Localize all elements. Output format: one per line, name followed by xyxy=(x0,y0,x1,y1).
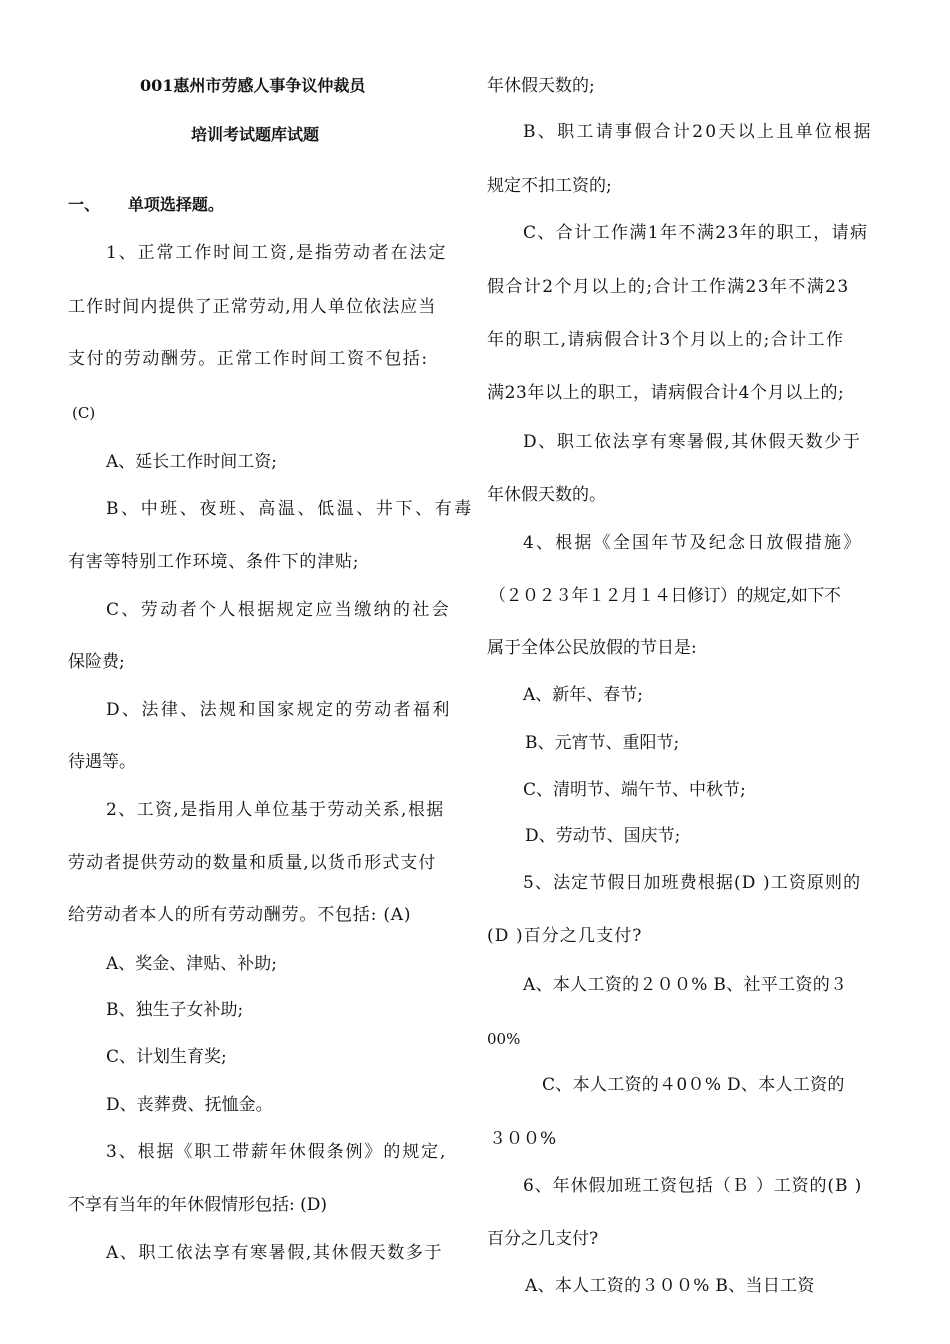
option-line: A、职工依法享有寒暑假,其休假天数多于 xyxy=(106,1243,444,1263)
text-line: 6、年休假加班工资包括（Ｂ ）工资的(B ) xyxy=(523,1176,863,1196)
document-title-line-1: 001惠州市劳感人事争议仲裁员 xyxy=(140,76,366,95)
option-line: A、延长工作时间工资; xyxy=(106,452,278,472)
text-line: 2、工资,是指用人单位基于劳动关系,根据 xyxy=(106,800,445,820)
option-line: A、本人工资的２００% B、社平工资的３ xyxy=(523,975,848,995)
section-heading: 一、 单项选择题。 xyxy=(68,195,224,214)
text-line: 属于全体公民放假的节日是: xyxy=(487,638,697,658)
text-line: 支付的劳动酬劳。正常工作时间工资不包括: xyxy=(68,349,429,369)
option-line: 保险费; xyxy=(68,652,125,672)
option-line: A、奖金、津贴、补助; xyxy=(106,954,278,974)
option-line: ３００% xyxy=(489,1129,557,1149)
option-line: 满23年以上的职工，请病假合计4个月以上的; xyxy=(487,383,845,403)
option-line: 假合计2个月以上的;合计工作满23年不满23 xyxy=(487,277,850,297)
option-line: B、中班、夜班、高温、低温、井下、有毒 xyxy=(106,499,474,519)
option-line: D、劳动节、国庆节; xyxy=(525,826,681,846)
text-line: 给劳动者本人的所有劳动酬劳。不包括: (A) xyxy=(68,905,412,925)
option-line: C、计划生育奖; xyxy=(106,1047,227,1067)
option-line: D、法律、法规和国家规定的劳动者福利 xyxy=(106,700,452,720)
option-line: A、新年、春节; xyxy=(523,685,644,705)
option-line: C、合计工作满1年不满23年的职工，请病 xyxy=(523,223,869,243)
text-line: 百分之几支付? xyxy=(487,1229,599,1249)
text-line: 劳动者提供劳动的数量和质量,以货币形式支付 xyxy=(68,853,437,873)
text-line: 4、根据《全国年节及纪念日放假措施》 xyxy=(523,533,863,553)
option-line: D、职工依法享有寒暑假,其休假天数少于 xyxy=(523,432,862,452)
option-line: 有害等特别工作环境、条件下的津贴; xyxy=(68,552,360,572)
text-line: 工作时间内提供了正常劳动,用人单位依法应当 xyxy=(68,297,437,317)
text-line: 年休假天数的; xyxy=(487,76,595,96)
option-line: C、本人工资的４0０% D、本人工资的 xyxy=(542,1075,845,1095)
option-line: C、清明节、端午节、中秋节; xyxy=(523,780,746,800)
text-line: 5、法定节假日加班费根据(D )工资原则的 xyxy=(523,873,862,893)
text-line: 1、正常工作时间工资,是指劳动者在法定 xyxy=(106,243,448,263)
text-line: (D )百分之几支付? xyxy=(487,926,643,946)
option-line: 待遇等。 xyxy=(68,752,136,772)
option-line: C、劳动者个人根据规定应当缴纳的社会 xyxy=(106,600,452,620)
text-line: 不享有当年的年休假情形包括: (D) xyxy=(68,1195,328,1215)
option-line: A、本人工资的３００% B、当日工资 xyxy=(525,1276,815,1296)
option-line: 规定不扣工资的; xyxy=(487,176,612,196)
text-line: 3、根据《职工带薪年休假条例》的规定, xyxy=(106,1142,448,1162)
text-line: （２０２３年１２月１４日修订）的规定,如下不 xyxy=(489,586,841,606)
answer-key: (C) xyxy=(72,404,96,422)
option-line: 00% xyxy=(487,1030,521,1048)
option-line: D、丧葬费、抚恤金。 xyxy=(106,1095,273,1115)
option-line: B、独生子女补助; xyxy=(106,1000,244,1020)
option-line: B、元宵节、重阳节; xyxy=(525,733,680,753)
option-line: 年休假天数的。 xyxy=(487,485,606,505)
option-line: 年的职工,请病假合计3个月以上的;合计工作 xyxy=(487,330,845,350)
document-title-line-2: 培训考试题库试题 xyxy=(191,125,320,144)
option-line: B、职工请事假合计20天以上且单位根据 xyxy=(523,122,873,142)
